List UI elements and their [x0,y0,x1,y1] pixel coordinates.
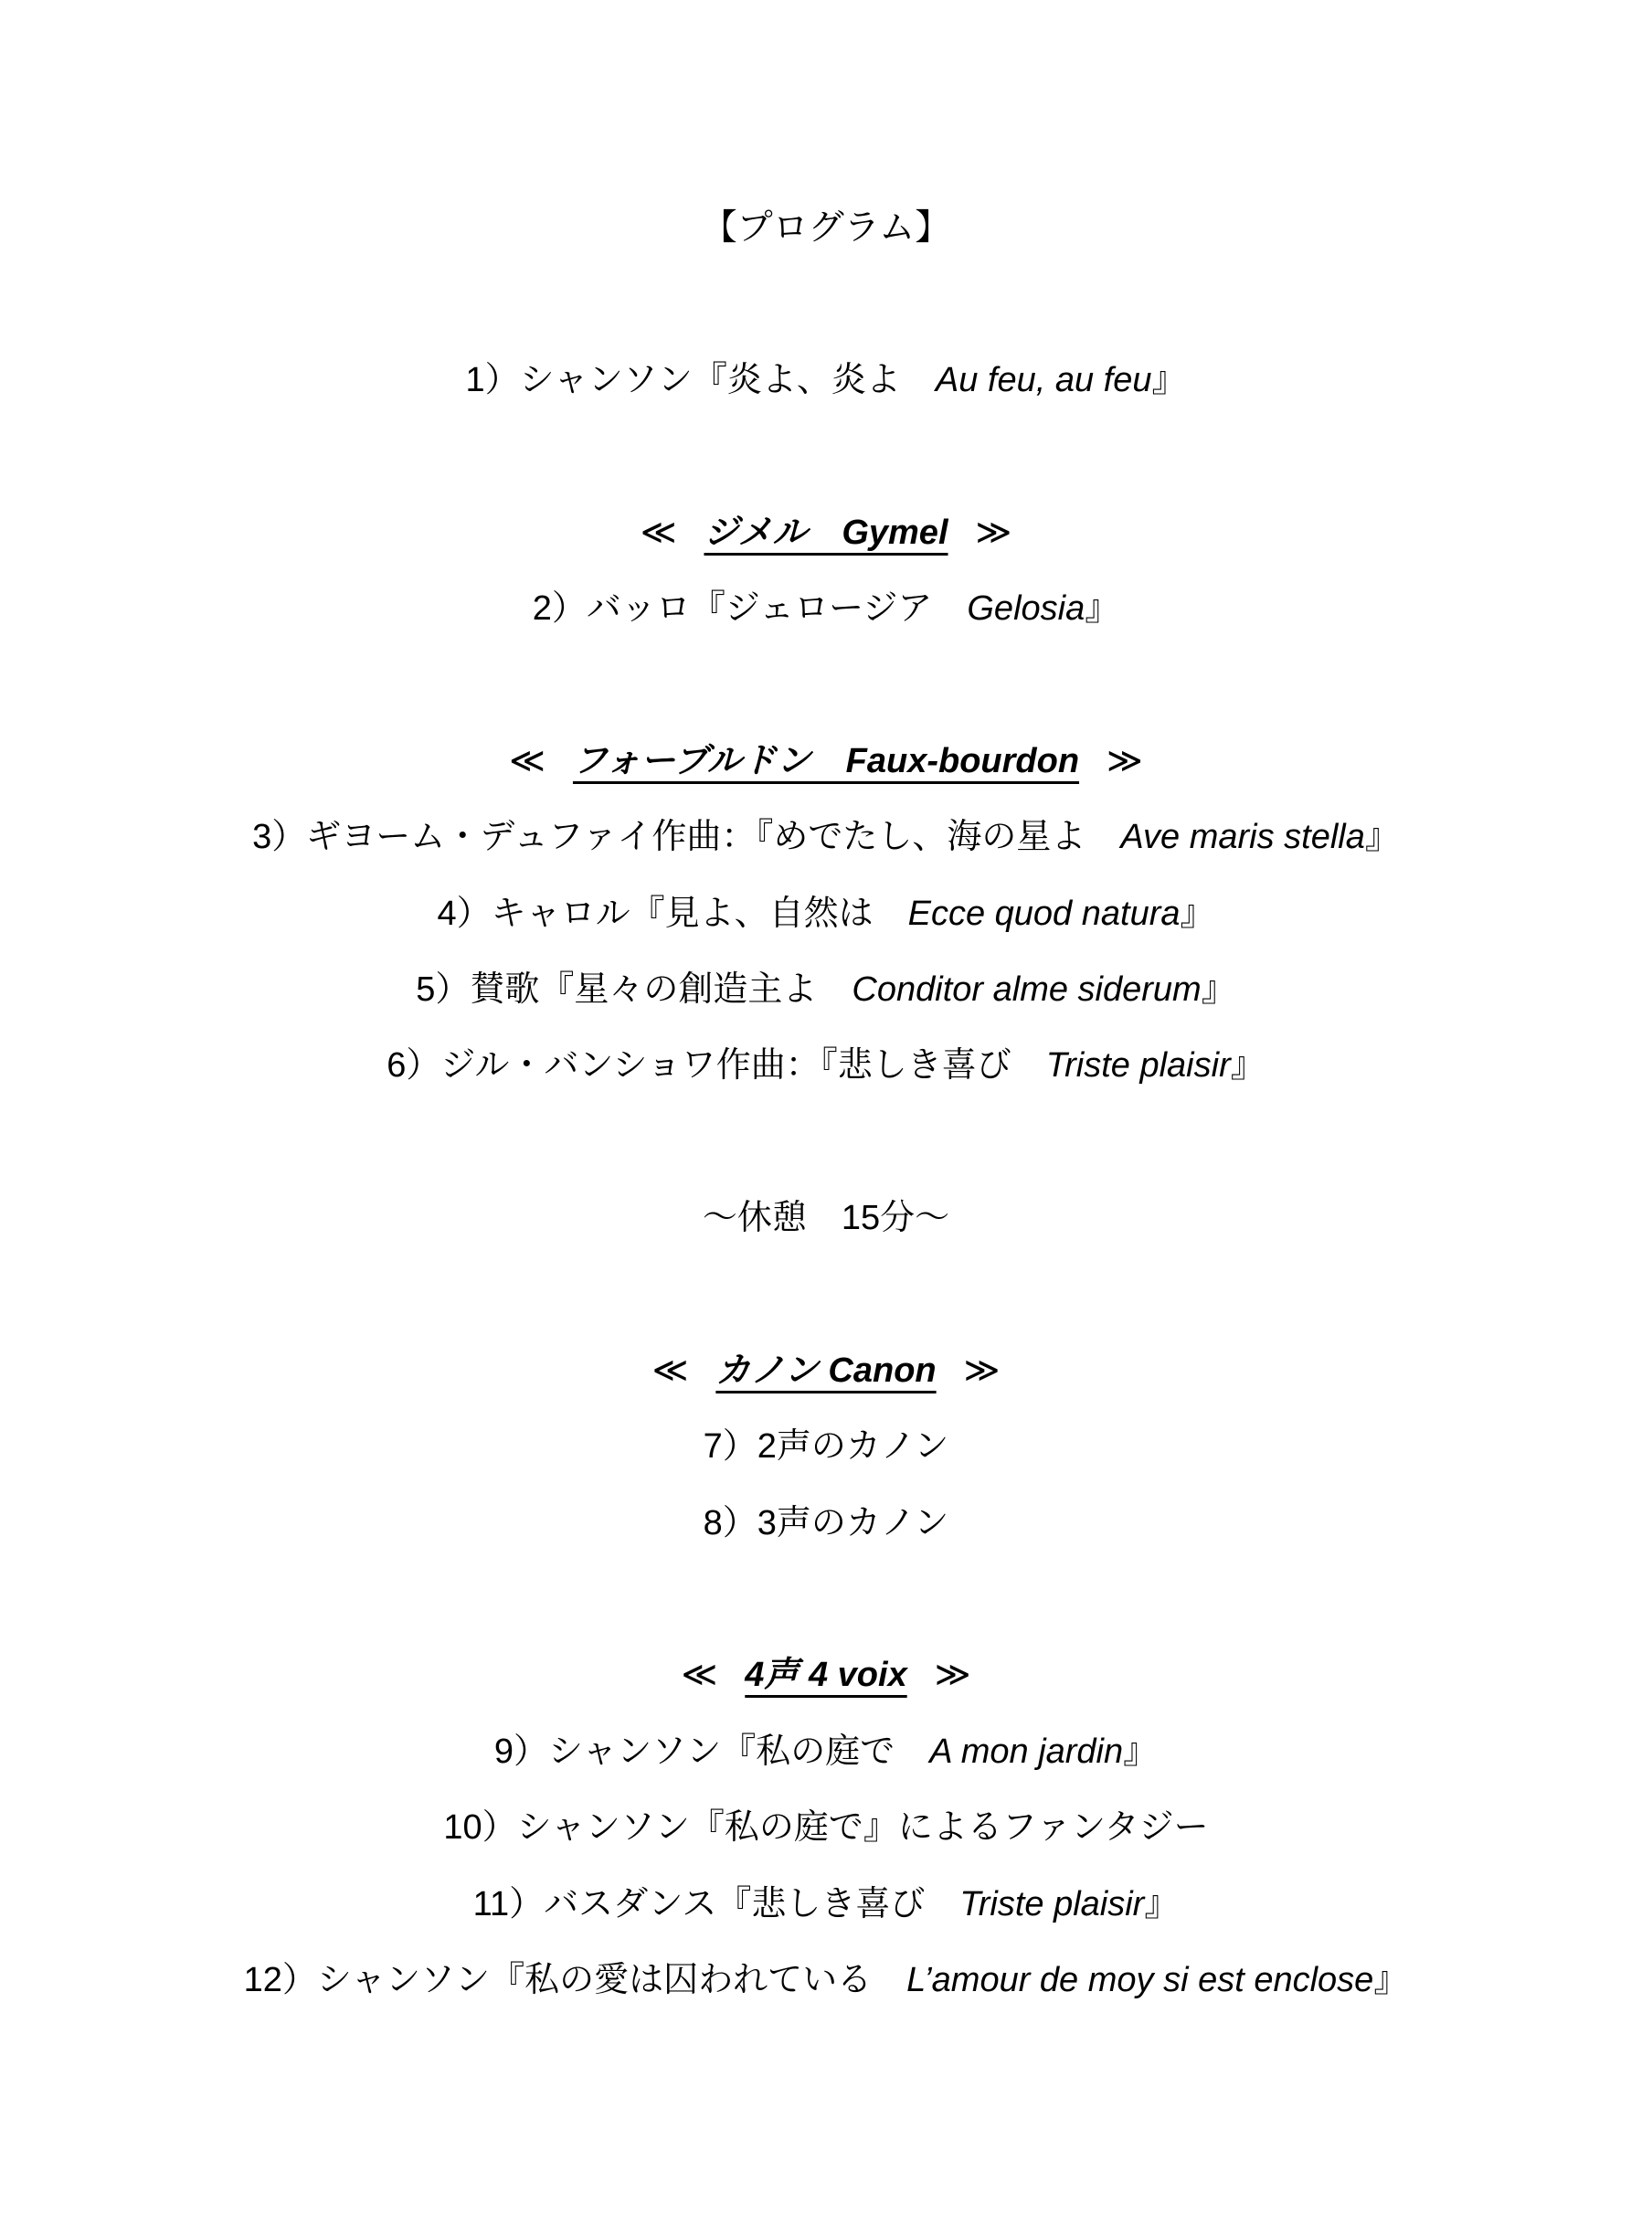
program-item [0,571,1652,647]
item-text: 10）シャンソン『私の庭で』によるファンタジー [443,1808,1209,1848]
item-text: 9）シャンソン『私の庭で [493,1732,930,1771]
section-heading-text: カノン Canon [715,1351,937,1390]
item-close-bracket: 』 [1144,1884,1180,1923]
program-item [0,876,1652,952]
item-latin-title: Ecce quod natura [907,894,1181,933]
item-latin-title: Conditor alme siderum [852,969,1202,1009]
left-double-angle-mark: ≪ [651,1351,689,1390]
program-item [0,1714,1652,1790]
page-title [0,190,1652,266]
item-latin-title: Triste plaisir [1045,1046,1231,1086]
item-close-bracket: 』 [1201,969,1236,1009]
program-item [0,800,1652,875]
item-latin-title: A mon jardin [929,1732,1124,1771]
section-heading-text: 4声 4 voix [745,1656,907,1695]
section-heading [0,724,1652,800]
right-double-angle-mark: ≫ [934,1656,971,1695]
program-content [0,190,1652,2018]
section-heading [0,1637,1652,1713]
item-latin-title: Triste plaisir [959,1884,1145,1923]
item-close-bracket: 』 [1085,588,1120,628]
blank-line [0,1105,1652,1181]
item-text: 11）バスダンス『悲しき喜び [472,1884,960,1923]
item-text: 4）キャロル『見よ、自然は [437,894,908,933]
item-close-bracket: 』 [1151,360,1187,399]
blank-line [0,266,1652,342]
page-title-text: 【プログラム】 [701,208,951,248]
right-double-angle-mark: ≫ [1107,741,1143,780]
blank-line [0,419,1652,494]
intermission-note [0,1181,1652,1256]
item-text: 6）ジル・バンショワ作曲：『悲しき喜び [387,1046,1046,1086]
blank-line [0,647,1652,723]
program-item [0,1943,1652,2018]
item-close-bracket: 』 [1180,894,1215,933]
program-item [0,952,1652,1028]
program-item [0,1867,1652,1943]
item-text: 3）ギヨーム・デュファイ作曲：『めでたし、海の星よ [252,818,1121,857]
item-latin-title: Gelosia [967,588,1085,628]
item-latin-title: Ave maris stella [1120,818,1365,857]
right-double-angle-mark: ≫ [963,1351,1001,1390]
item-text: 12）シャンソン『私の愛は囚われている [243,1960,907,1999]
item-close-bracket: 』 [1123,1732,1159,1771]
blank-line [0,1562,1652,1637]
section-heading-text: ジメル Gymel [704,513,948,552]
left-double-angle-mark: ≪ [681,1656,718,1695]
item-text: 5）賛歌『星々の創造主よ [416,969,852,1009]
left-double-angle-mark: ≪ [640,513,677,552]
left-double-angle-mark: ≪ [509,741,545,780]
section-heading [0,1333,1652,1409]
section-heading-text: フォーブルドン Faux-bourdon [572,741,1080,780]
section-heading [0,495,1652,571]
blank-line [0,1256,1652,1332]
program-item [0,1486,1652,1562]
item-close-bracket: 』 [1364,818,1400,857]
item-close-bracket: 』 [1373,1960,1409,1999]
program-item [0,1409,1652,1485]
program-item [0,343,1652,419]
program-item [0,1790,1652,1866]
item-text: 1）シャンソン『炎よ、炎よ [465,360,936,399]
intermission-text: ～休憩 15分～ [702,1199,950,1238]
item-latin-title: Au feu, au feu [935,360,1152,399]
item-close-bracket: 』 [1230,1046,1265,1086]
item-text: 8）3声のカノン [703,1503,949,1542]
item-latin-title: L’amour de moy si est enclose [906,1960,1374,1999]
right-double-angle-mark: ≫ [975,513,1012,552]
item-text: 2）バッロ『ジェロージア [532,588,968,628]
item-text: 7）2声のカノン [703,1427,949,1467]
program-item [0,1028,1652,1104]
